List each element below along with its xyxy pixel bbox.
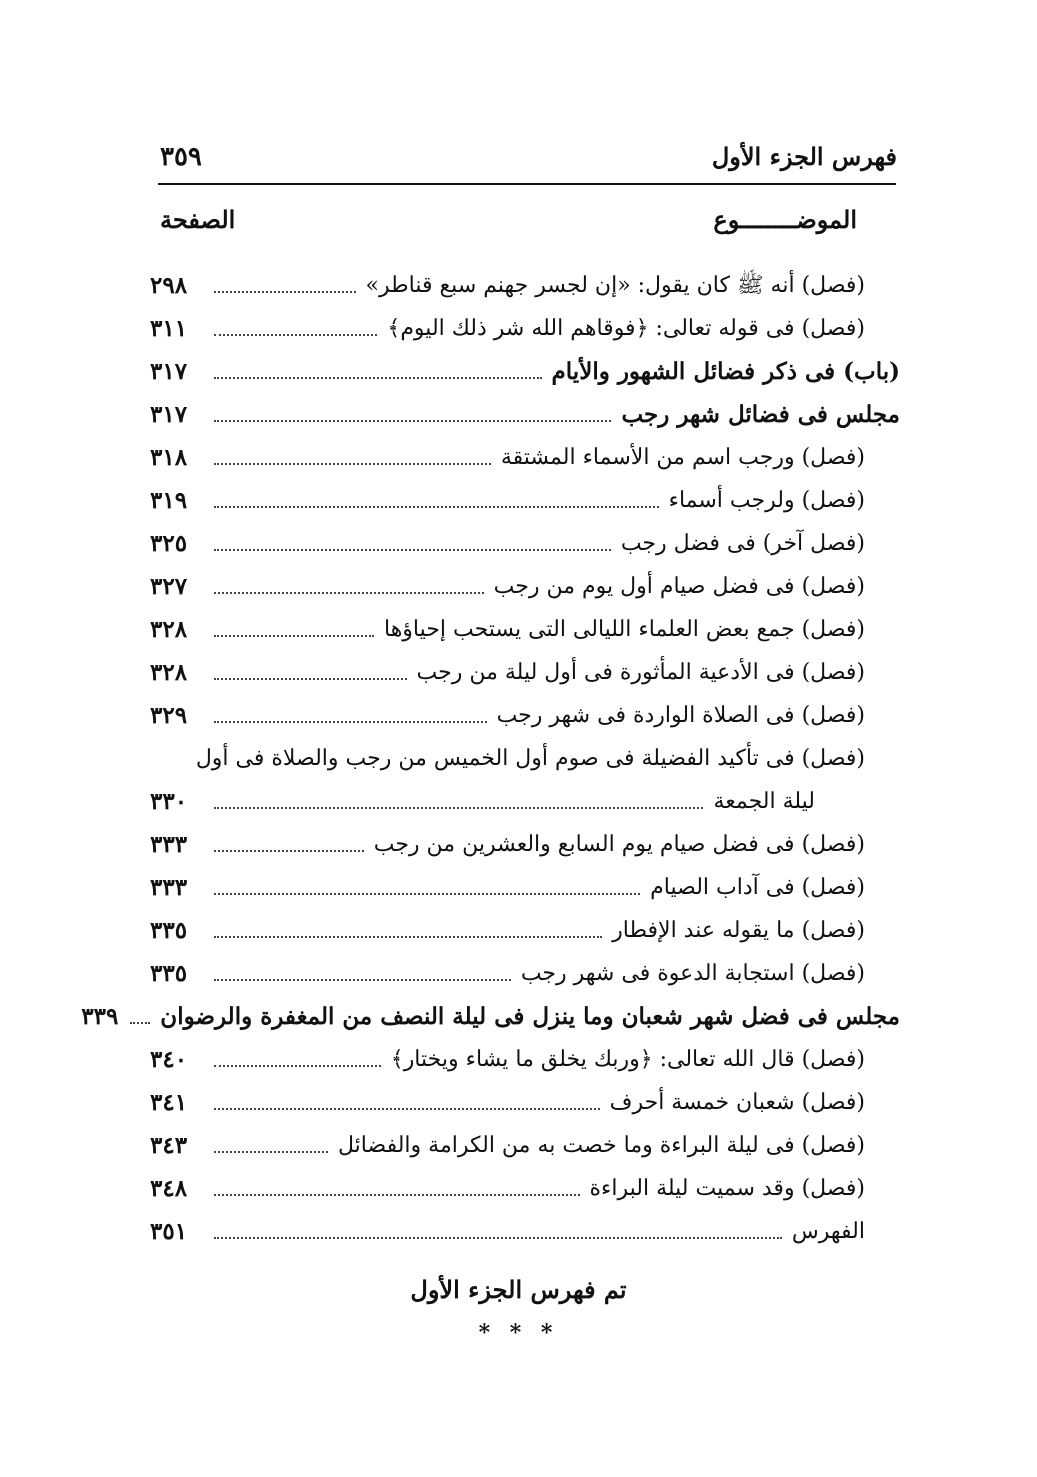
leader-dots [214, 1237, 782, 1239]
leader-dots [214, 936, 602, 938]
column-headers [160, 205, 857, 245]
toc-entry-title: (فصل) فى فضل صيام يوم السابع والعشرين من رجب [373, 832, 865, 857]
toc-entry-page: ٣٢٩ [150, 702, 188, 729]
toc-entry-title: الفهرس [791, 1219, 865, 1244]
toc-entry-title: (فصل) ما يقوله عند الإفطار [612, 918, 865, 943]
section-end-stars: * * * [478, 1320, 559, 1346]
page-column-header: الصفحة [160, 205, 236, 234]
toc-entry [150, 602, 900, 645]
leader-dots [214, 549, 611, 551]
leader-dots [130, 1022, 150, 1024]
toc-entry-page: ٣٤١ [150, 1089, 188, 1116]
toc-entry [150, 387, 900, 430]
toc-entry-title: (باب) فى ذكر فضائل الشهور والأيام [551, 358, 900, 385]
toc-entry-title: (فصل) فى تأكيد الفضيلة فى صوم أول الخميس من رجب والصلاة فى أول [195, 746, 865, 771]
toc-entry [150, 731, 900, 774]
toc-entry-title: (فصل) قال الله تعالى: ﴿وربك يخلق ما يشاء ويختار﴾ [390, 1047, 865, 1072]
toc-entry-title: (فصل) استجابة الدعوة فى شهر رجب [520, 961, 865, 986]
toc-entry-page: ٣٤٣ [150, 1132, 188, 1159]
toc-entry-page: ٣٣٠ [150, 788, 188, 815]
toc-entry [150, 903, 900, 946]
toc-entry [150, 516, 900, 559]
toc-entry-page: ٣٤٨ [150, 1175, 188, 1202]
toc-entry-title: (فصل) فى الأدعية المأثورة فى أول ليلة من رجب [416, 660, 865, 685]
toc-entry [150, 1204, 900, 1247]
toc-entry-page: ٣٣٣ [150, 831, 188, 858]
toc-entry [150, 301, 900, 344]
toc-entry-page: ٣١٧ [150, 358, 188, 385]
leader-dots [214, 1194, 580, 1196]
leader-dots [214, 463, 491, 465]
toc-entry [150, 430, 900, 473]
leader-dots [214, 592, 484, 594]
toc-entry-page: ٣١١ [150, 315, 188, 342]
leader-dots [214, 850, 364, 852]
leader-dots [214, 807, 703, 809]
toc-entry-page: ٣١٩ [150, 487, 188, 514]
toc-entry-title: (فصل) فى فضل صيام أول يوم من رجب [493, 574, 865, 599]
toc-entry [150, 946, 900, 989]
toc-entry-title: (فصل) فى آداب الصيام [650, 875, 865, 900]
toc-entry-title: (فصل) فى الصلاة الواردة فى شهر رجب [496, 703, 865, 728]
leader-dots [214, 377, 542, 379]
toc-entry-page: ٣٣٥ [150, 960, 188, 987]
toc-entry-page: ٣٢٨ [150, 616, 188, 643]
leader-dots [214, 893, 640, 895]
toc-entry [150, 1032, 900, 1075]
topic-column-header: الموضــــــــوع [713, 205, 857, 234]
leader-dots [214, 420, 611, 422]
toc-entry-title: (فصل) شعبان خمسة أحرف [609, 1090, 865, 1115]
toc-entry-title: مجلس فى فضائل شهر رجب [621, 401, 900, 428]
toc-entry-page: ٣٢٨ [150, 659, 188, 686]
running-head-title: فهرس الجزء الأول [711, 142, 897, 171]
leader-dots [214, 678, 407, 680]
toc-entry [150, 1161, 900, 1204]
page-number: ٣٥٩ [160, 142, 202, 172]
leader-dots [214, 721, 487, 723]
toc-entry-title: ليلة الجمعة [713, 789, 815, 814]
toc-entry-page: ٣٣٣ [150, 874, 188, 901]
leader-dots [214, 1065, 381, 1067]
toc-entry-title: (فصل) جمع بعض العلماء الليالى التى يستحب إحياؤها [383, 617, 865, 642]
toc-entry [150, 258, 900, 301]
toc-entry-continuation [150, 774, 900, 817]
toc-entry [150, 1075, 900, 1118]
header-rule [158, 183, 896, 185]
running-head [160, 142, 897, 182]
leader-dots [214, 506, 659, 508]
toc-entry-page: ٣٣٥ [150, 917, 188, 944]
toc-entry-page: ٣١٧ [150, 401, 188, 428]
toc-entry-title: مجلس فى فضل شهر شعبان وما ينزل فى ليلة النصف من المغفرة والرضوان [160, 1003, 900, 1030]
toc-entry [150, 688, 900, 731]
leader-dots [214, 635, 374, 637]
toc-entry-page: ٣٢٥ [150, 530, 188, 557]
toc-entry [150, 473, 900, 516]
leader-dots [214, 1108, 600, 1110]
toc-entry-title: (فصل آخر) فى فضل رجب [620, 531, 865, 556]
closing-line: تم فهرس الجزء الأول [410, 1275, 627, 1304]
toc-entry [150, 860, 900, 903]
toc-entry-title: (فصل) أنه ﷺ كان يقول: «إن لجسر جهنم سبع قناطر» [365, 273, 865, 298]
leader-dots [214, 291, 356, 293]
toc-entry-title: (فصل) فى قوله تعالى: ﴿فوقاهم الله شر ذلك اليوم﴾ [387, 316, 865, 341]
toc-entry [150, 1118, 900, 1161]
leader-dots [214, 979, 511, 981]
toc-entry-title: (فصل) فى ليلة البراءة وما خصت به من الكرامة والفضائل [338, 1133, 865, 1158]
toc-entry-page: ٣٤٠ [150, 1046, 188, 1073]
toc-entry-page: ٣٣٩ [81, 1003, 119, 1030]
toc-list [81, 258, 900, 1247]
toc-entry-page: ٣٥١ [150, 1218, 188, 1245]
toc-entry [81, 989, 900, 1032]
leader-dots [214, 334, 377, 336]
toc-entry-title: (فصل) ولرجب أسماء [668, 488, 865, 513]
toc-entry [150, 645, 900, 688]
toc-entry [150, 344, 900, 387]
toc-entry-title: (فصل) وقد سميت ليلة البراءة [589, 1176, 865, 1201]
toc-entry-title: (فصل) ورجب اسم من الأسماء المشتقة [500, 445, 865, 470]
toc-entry-page: ٣١٨ [150, 444, 188, 471]
toc-entry-page: ٢٩٨ [150, 272, 188, 299]
toc-entry [150, 559, 900, 602]
toc-entry [150, 817, 900, 860]
toc-entry-page: ٣٢٧ [150, 573, 188, 600]
leader-dots [214, 1151, 328, 1153]
